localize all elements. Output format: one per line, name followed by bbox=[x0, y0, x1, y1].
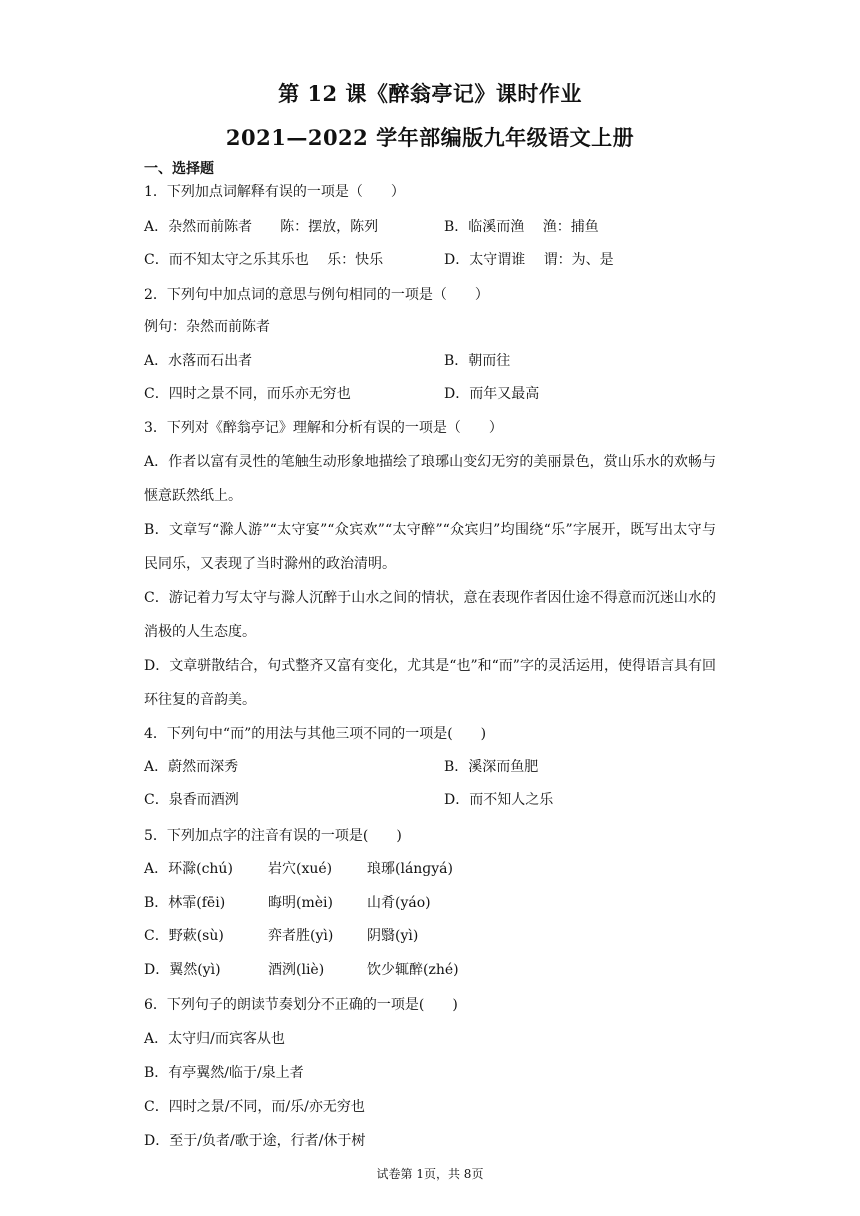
question-5-option-d-word1: D．翼然(yì) bbox=[144, 962, 221, 978]
question-3-option-a: A．作者以富有灵性的笔触生动形象地描绘了琅琊山变幻无穷的美丽景色，赏山乐水的欢畅与惬意跃然纸上。 bbox=[144, 454, 716, 504]
question-1-option-c: C．而不知太守之乐其乐也 乐：快乐 bbox=[144, 252, 384, 268]
question-6-option-d: D．至于/负者/歌于途，行者/休于树 bbox=[144, 1133, 366, 1149]
question-2-option-d: D．而年又最高 bbox=[444, 386, 540, 402]
question-5-option-a-word1: A．环滁(chú) bbox=[144, 861, 233, 877]
question-5-option-a-word3: 琅琊(lánɡyá) bbox=[367, 861, 453, 877]
question-6-stem: 6．下列句子的朗读节奏划分不正确的一项是( ) bbox=[144, 997, 458, 1013]
section-heading: 一、选择题 bbox=[144, 161, 214, 177]
question-5-stem: 5．下列加点字的注音有误的一项是( ) bbox=[144, 828, 402, 844]
question-2-option-b: B．朝而往 bbox=[444, 353, 511, 369]
question-3-stem: 3．下列对《醉翁亭记》理解和分析有误的一项是（ ） bbox=[144, 420, 503, 436]
page-footer: 试卷第 1页，共 8页 bbox=[376, 1167, 484, 1181]
question-4-stem: 4．下列句中“而”的用法与其他三项不同的一项是( ) bbox=[144, 726, 487, 742]
question-2-stem: 2．下列句中加点词的意思与例句相同的一项是（ ） bbox=[144, 287, 489, 303]
question-3-option-b: B．文章写“滁人游”“太守宴”“众宾欢”“太守醉”“众宾归”均围绕“乐”字展开，既写出太守与民同乐，又表现了当时滁州的政治清明。 bbox=[144, 522, 716, 572]
question-2-example: 例句：杂然而前陈者 bbox=[144, 319, 270, 335]
question-5-option-d-word2: 酒洌(liè) bbox=[268, 962, 325, 978]
question-4-option-d: D．而不知人之乐 bbox=[444, 792, 554, 808]
question-5-option-b-word3: 山肴(yáo) bbox=[367, 895, 431, 911]
question-1-option-b: B．临溪而渔 渔：捕鱼 bbox=[444, 219, 599, 235]
question-1-option-a: A．杂然而前陈者 陈：摆放，陈列 bbox=[144, 219, 379, 235]
question-3-option-d: D．文章骈散结合，句式整齐又富有变化，尤其是“也”和“而”字的灵活运用，使得语言具有回环往复的音韵美。 bbox=[144, 658, 716, 708]
question-6-option-b: B．有亭翼然/临于/泉上者 bbox=[144, 1065, 304, 1081]
question-1-stem: 1．下列加点词解释有误的一项是（ ） bbox=[144, 184, 405, 200]
question-5-option-d-word3: 饮少辄醉(zhé) bbox=[367, 962, 459, 978]
question-5-option-c-word3: 阴翳(yì) bbox=[367, 928, 419, 944]
document-subtitle: 2021—2022 学年部编版九年级语文上册 bbox=[225, 125, 635, 150]
question-4-option-b: B．溪深而鱼肥 bbox=[444, 759, 539, 775]
question-5-option-b-word1: B．林霏(fēi) bbox=[144, 895, 226, 911]
question-5-option-c-word2: 弈者胜(yì) bbox=[268, 928, 334, 944]
question-3-option-c: C．游记着力写太守与滁人沉醉于山水之间的情状，意在表现作者因仕途不得意而沉迷山水的消极的人生态度。 bbox=[144, 590, 716, 640]
question-4-option-a: A．蔚然而深秀 bbox=[144, 759, 239, 775]
question-5-option-b-word2: 晦明(mèi) bbox=[268, 895, 333, 911]
question-6-option-c: C．四时之景/不同，而/乐/亦无穷也 bbox=[144, 1099, 365, 1115]
question-2-option-a: A．水落而石出者 bbox=[144, 353, 253, 369]
question-2-option-c: C．四时之景不同，而乐亦无穷也 bbox=[144, 386, 351, 402]
document-title: 第 12 课《醉翁亭记》课时作业 bbox=[278, 81, 582, 106]
question-5-option-c-word1: C．野蔌(sù) bbox=[144, 928, 224, 944]
question-5-option-a-word2: 岩穴(xué) bbox=[268, 861, 333, 877]
question-1-option-d: D．太守谓谁 谓：为、是 bbox=[444, 252, 614, 268]
question-6-option-a: A．太守归/而宾客从也 bbox=[144, 1031, 285, 1047]
question-4-option-c: C．泉香而酒洌 bbox=[144, 792, 239, 808]
